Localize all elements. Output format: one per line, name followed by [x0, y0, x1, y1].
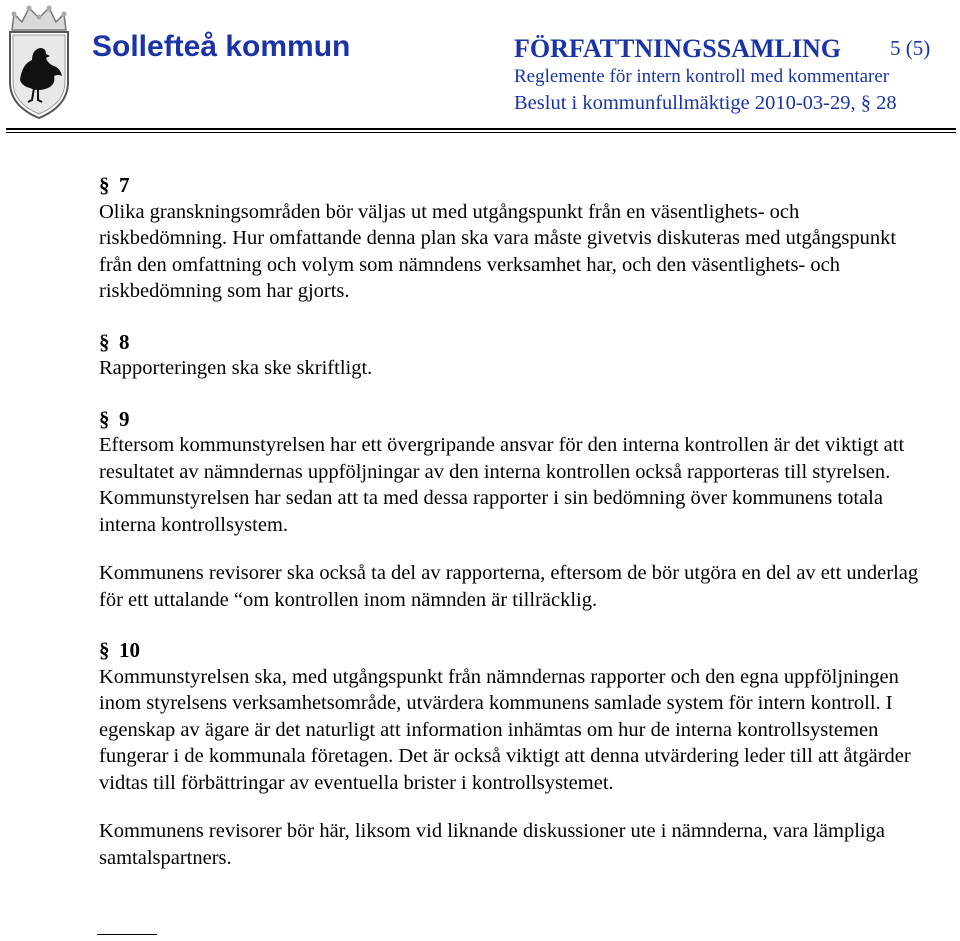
organization-name: Sollefteå kommun: [92, 30, 351, 63]
collection-title: FÖRFATTNINGSSAMLING: [514, 34, 841, 63]
section-heading-10: § 10: [99, 638, 140, 662]
document-body: [99, 172, 919, 871]
section-heading-9: § 9: [99, 406, 130, 431]
coat-of-arms-icon: [2, 2, 76, 122]
document-subtitle: Reglemente för intern kontroll med kommentarer: [514, 66, 890, 87]
section-heading-8: § 8: [99, 329, 130, 354]
paragraph: Olika granskningsområden bör väljas ut med utgångspunkt från en väsentlighets- och riskbedömning. Hur omfattande denna plan ska vara måste givetvis diskuteras med utgångspunkt från den omfattning och volym som nämndens verksamhet har, och den väsentlighets- och riskbedömning som har gjorts.: [99, 200, 897, 302]
page-number: 5 (5): [890, 36, 931, 60]
paragraph: Rapporteringen ska ske skriftligt.: [99, 357, 373, 379]
paragraph: Kommunens revisorer bör här, liksom vid liknande diskussioner ute i nämnderna, vara lämpliga samtalspartners.: [99, 820, 885, 869]
paragraph: Kommunens revisorer ska också ta del av rapporterna, eftersom de bör utgöra en del av ett underlag för ett uttalande “om kontrollen inom nämnden är tillräcklig.: [99, 562, 919, 611]
paragraph: Kommunstyrelsen ska, med utgångspunkt från nämndernas rapporter och den egna uppföljningen inom styrelsens verksamhetsområde, utvärdera kommunens samlade system för intern kontroll. I egenskap av ägare är det naturligt att information inhämtas om hur de interna kontrollsystemen fungerar i de kommunala företagen. Det är också viktigt att denna utvärdering leder till att åtgärder vidtas till förbättringar av eventuella brister i kontrollsystemet.: [99, 665, 911, 794]
footnote-divider: [97, 934, 157, 935]
paragraph: Eftersom kommunstyrelsen har ett övergripande ansvar för den interna kontrollen är det viktigt att resultatet av nämndernas uppföljningar av den interna kontrollen också rapporteras till styrelsen. Kommunstyrelsen har sedan att ta med dessa rapporter i sin bedömning över kommunens totala interna kontrollsystem.: [99, 434, 905, 536]
header-divider-thin: [6, 132, 956, 133]
header-divider: [6, 128, 956, 130]
decision-reference: Beslut i kommunfullmäktige 2010-03-29, § 28: [514, 92, 897, 114]
section-heading-7: § 7: [99, 173, 130, 197]
